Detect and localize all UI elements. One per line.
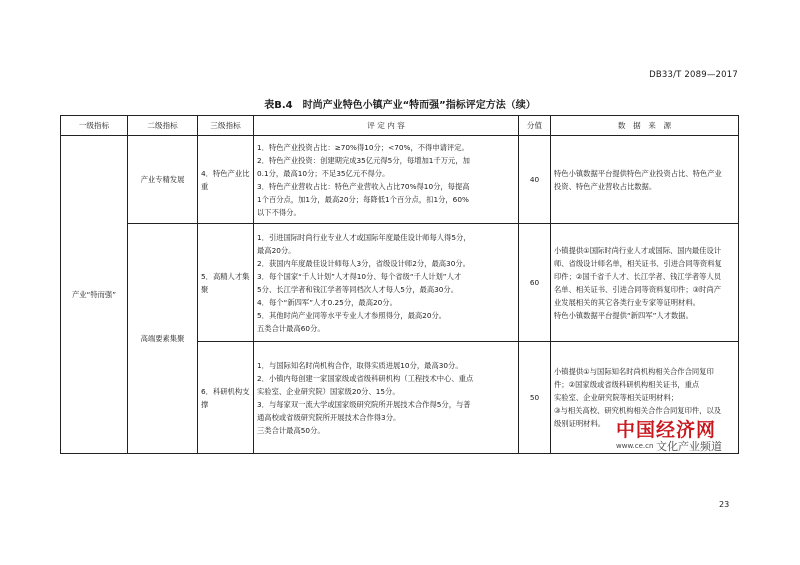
source-line: 小镇提供①国际时尚行业人才或国际、国内最佳设计 bbox=[554, 245, 722, 255]
source-line: 件；②国家级或省级科研机构相关证书，重点 bbox=[554, 380, 700, 389]
content-line: 4．每个“新四军”人才0.25分，最高20分。 bbox=[257, 297, 397, 307]
watermark-brand: 中国经济网 bbox=[616, 419, 717, 441]
source-line: ③与相关高校、研究机构相关合作合同复印件，以及 bbox=[554, 406, 722, 415]
table-header-row bbox=[61, 116, 739, 136]
content-line: 3．每个国家“千人计划”人才得10分、每个省级“千人计划”人才 bbox=[257, 271, 462, 281]
content-cell bbox=[254, 342, 519, 454]
table-title: 表B.4 时尚产业特色小镇产业“特而强”指标评定方法（续） bbox=[264, 100, 536, 111]
source-line: 师、省级设计师名单，相关证书、引进合同等资料复 bbox=[554, 258, 722, 268]
content-line: 1．特色产业投资占比：≥70%得10分；<70%，不得申请评定。 bbox=[257, 142, 469, 152]
page-number: 23 bbox=[719, 500, 730, 509]
content-line: 1．与国际知名时尚机构合作，取得实质进展10分，最高30分。 bbox=[257, 360, 463, 370]
content-line: 0.1分，最高10分；不足35亿元不得分。 bbox=[257, 168, 390, 178]
table-row bbox=[61, 224, 739, 342]
content-cell bbox=[254, 224, 519, 342]
table-row bbox=[61, 136, 739, 224]
level3-cell: 4．特色产业比重 bbox=[198, 136, 254, 224]
content-line: 5分、长江学者和钱江学者等同档次人才每人5分，最高30分。 bbox=[257, 284, 458, 294]
content-line: 3．特色产业营收占比：特色产业营收入占比70%得10分，每提高 bbox=[257, 181, 470, 191]
site-watermark bbox=[616, 415, 766, 465]
header-score: 分值 bbox=[519, 116, 551, 136]
source-line: 投资、特色产业营收占比数据。 bbox=[554, 181, 657, 191]
content-line: 2．获国内年度最佳设计师每人3分，省级设计师2分，最高30分。 bbox=[257, 258, 470, 268]
evaluation-table bbox=[60, 115, 739, 454]
source-line: 名单、相关证书、引进合同等资料复印件；③时尚产 bbox=[554, 284, 722, 294]
content-line: 3．与每家双一流大学或国家级研究院所开展技术合作得5分，与普 bbox=[257, 399, 471, 409]
content-line: 五类合计最高60分。 bbox=[257, 323, 325, 333]
watermark-channel: 文化产业频道 bbox=[656, 440, 722, 453]
content-line: 2．小镇内每创建一家国家级或省级科研机构（工程技术中心、重点 bbox=[257, 373, 474, 383]
source-cell bbox=[551, 224, 739, 342]
content-line: 最高20分。 bbox=[257, 245, 296, 255]
level1-cell: 产业“特而强” bbox=[61, 136, 128, 454]
watermark-url: www.ce.cn bbox=[616, 442, 654, 450]
level2-cell: 高端要素集聚 bbox=[128, 224, 198, 454]
content-cell bbox=[254, 136, 519, 224]
content-line: 1．引进国际时尚行业专业人才或国际年度最佳设计师每人得5分， bbox=[257, 232, 471, 242]
level3-cell: 6．科研机构支撑 bbox=[198, 342, 254, 454]
source-line: 特色小镇数据平台提供特色产业投资占比、特色产业 bbox=[554, 168, 722, 178]
content-line: 通高校或省级研究院所开展技术合作得3分。 bbox=[257, 412, 401, 422]
content-line: 实验室、企业研究院）国家级20分、15分。 bbox=[257, 386, 400, 396]
content-line: 1个百分点，加1分，最高20分；每降低1个百分点，扣1分，60% bbox=[257, 194, 469, 204]
level3-cell: 5．高精人才集聚 bbox=[198, 224, 254, 342]
source-line: 小镇提供①与国际知名时尚机构相关合作合同复印 bbox=[554, 367, 714, 376]
source-line: 特色小镇数据平台提供“新四军”人才数据。 bbox=[554, 310, 693, 320]
content-line: 2．特色产业投资：创建期完成35亿元得5分，每增加1千万元，加 bbox=[257, 155, 470, 165]
source-line: 印件；②国千省千人才、长江学者、钱江学者等人员 bbox=[554, 271, 722, 281]
score-cell: 40 bbox=[519, 136, 551, 224]
header-level2: 二级指标 bbox=[128, 116, 198, 136]
source-line: 业发展相关的其它各类行业专家等证明材料。 bbox=[554, 297, 700, 307]
source-cell bbox=[551, 136, 739, 224]
score-cell: 50 bbox=[519, 342, 551, 454]
header-level3: 三级指标 bbox=[198, 116, 254, 136]
content-line: 三类合计最高50分。 bbox=[257, 425, 325, 435]
header-source: 数 据 来 源 bbox=[551, 116, 739, 136]
score-cell: 60 bbox=[519, 224, 551, 342]
content-line: 以下不得分。 bbox=[257, 207, 301, 217]
source-line: 级别证明材料。 bbox=[554, 419, 606, 428]
source-line: 实验室、企业研究院等相关证明材料； bbox=[554, 393, 679, 402]
content-line: 5．其他时尚产业同等水平专业人才参照得分，最高20分。 bbox=[257, 310, 447, 320]
standard-code: DB33/T 2089—2017 bbox=[649, 70, 738, 80]
header-content: 评 定 内 容 bbox=[254, 116, 519, 136]
level2-cell: 产业专精发展 bbox=[128, 136, 198, 224]
header-level1: 一级指标 bbox=[61, 116, 128, 136]
